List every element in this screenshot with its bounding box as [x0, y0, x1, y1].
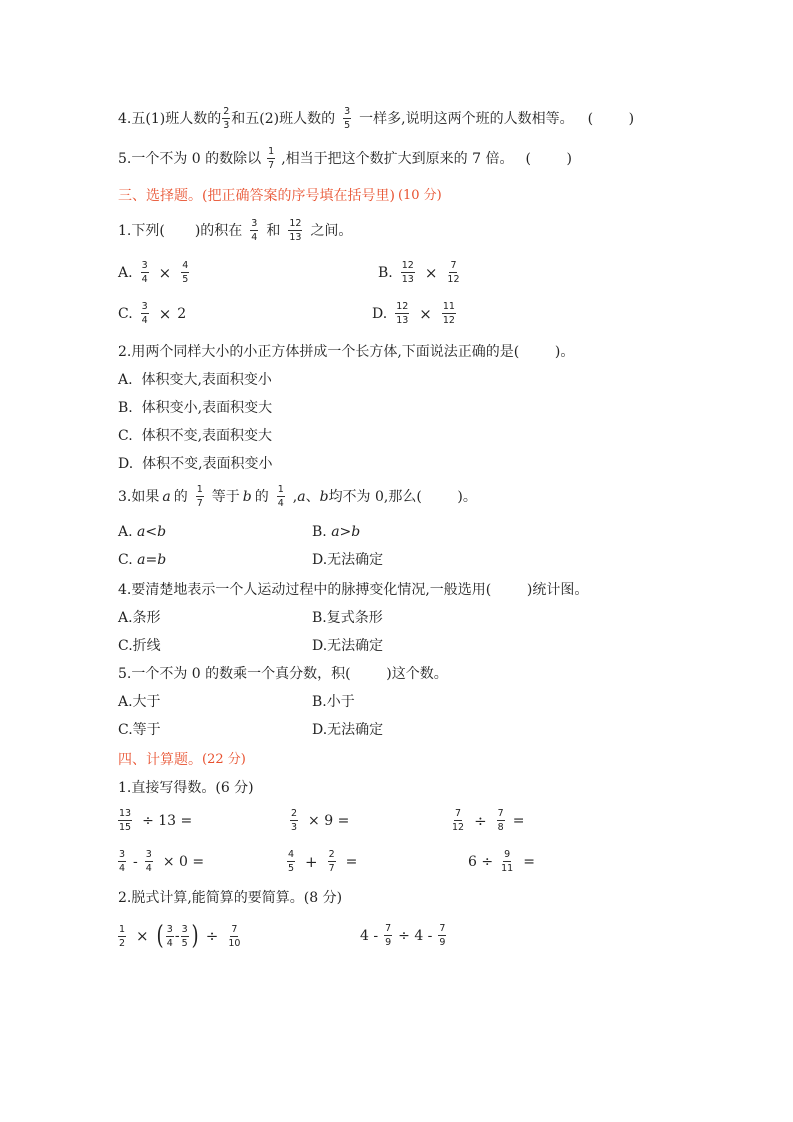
- fraction: $\frac{3}{5}$: [181, 923, 188, 949]
- judge-5-suffix: ,相当于把这个数扩大到原来的 7 倍。: [281, 150, 514, 167]
- fraction: $\frac{13}{15}$: [119, 808, 132, 833]
- judge-4-prefix: 4.五(1)班人数的: [118, 110, 222, 127]
- fraction: $\frac{3}{5}$: [344, 106, 351, 131]
- calc-expr: 4 -: [360, 927, 379, 944]
- fraction: $\frac{2}{3}$: [223, 106, 230, 131]
- divide-sign: ÷: [205, 927, 219, 945]
- answer-blank[interactable]: ( ): [587, 110, 635, 127]
- choice-question-1: [118, 218, 352, 243]
- equals-sign: =: [345, 853, 358, 870]
- fraction: $\frac{7}{9}$: [385, 923, 392, 948]
- minus-sign: -: [174, 928, 180, 944]
- option-label: B.: [378, 264, 393, 281]
- right-paren: ): [191, 921, 199, 951]
- judge-item-4: [118, 106, 634, 131]
- step-calc-expr-2: [360, 923, 452, 948]
- fraction: $\frac{1}{2}$: [119, 923, 126, 949]
- divide-sign: ÷: [474, 811, 487, 830]
- option-label: D.无法确定: [312, 552, 384, 568]
- section-3-score: (10 分): [397, 188, 442, 203]
- q3-text: 等于: [211, 488, 240, 505]
- calc-expr: × 0 =: [162, 853, 205, 870]
- multiply-sign: ×: [424, 263, 438, 282]
- q1-text: )的积在: [194, 222, 243, 239]
- fraction: $\frac{1}{4}$: [277, 484, 284, 509]
- option-label: A.: [118, 264, 133, 281]
- q3-option-b[interactable]: [312, 522, 360, 542]
- calc-item: [287, 849, 357, 874]
- q4-option-c[interactable]: C.折线: [118, 638, 161, 654]
- q3-option-c[interactable]: [118, 550, 166, 570]
- q4-option-d[interactable]: D.无法确定: [312, 638, 384, 654]
- choice-question-2: 2.用两个同样大小的小正方体拼成一个长方体,下面说法正确的是( )。: [118, 344, 575, 360]
- q1-suffix: 之间。: [310, 222, 353, 239]
- fraction: $\frac{7}{8}$: [497, 808, 504, 833]
- multiply-sign: ×: [158, 304, 172, 323]
- fraction: $\frac{11}{12}$: [442, 301, 455, 326]
- fraction: $\frac{12}{13}$: [289, 218, 302, 243]
- choice-question-5: 5.一个不为 0 的数乘一个真分数，积( )这个数。: [118, 666, 448, 682]
- q3-text: 的: [173, 488, 188, 505]
- variable-b: b: [319, 488, 329, 505]
- q1-and: 和: [266, 222, 281, 239]
- q1-option-b[interactable]: [378, 260, 464, 285]
- fraction: $\frac{12}{13}$: [401, 260, 414, 285]
- minus-sign: -: [133, 853, 138, 870]
- section-4-title: 四、计算题。: [118, 752, 202, 768]
- fraction: $\frac{2}{7}$: [328, 849, 335, 874]
- fraction: $\frac{2}{3}$: [291, 808, 298, 833]
- q5-option-a[interactable]: A.大于: [118, 694, 161, 710]
- calc-item: [452, 808, 524, 833]
- option-label: C.: [118, 552, 133, 568]
- fraction: $\frac{4}{5}$: [288, 849, 295, 874]
- left-paren: (: [156, 921, 164, 951]
- option-label: A.: [118, 524, 133, 540]
- q5-option-d[interactable]: D.无法确定: [312, 722, 384, 738]
- option-value: 2: [177, 305, 187, 322]
- section-4-heading: [118, 750, 246, 770]
- step-calc-expr-1: [118, 923, 244, 949]
- q1-option-a[interactable]: [118, 260, 193, 285]
- fraction: $\frac{9}{11}$: [501, 849, 514, 874]
- calc-expr: ÷ 13 =: [142, 812, 193, 829]
- variable-b: b: [242, 488, 252, 505]
- q4-option-a[interactable]: A.条形: [118, 610, 161, 626]
- variable-a: a: [297, 488, 306, 505]
- section-4-score: (22 分): [202, 752, 246, 767]
- fraction: $\frac{3}{4}$: [119, 849, 126, 874]
- q4-option-b[interactable]: B.复式条形: [312, 610, 383, 626]
- calc-item: [118, 808, 192, 833]
- q3-option-d[interactable]: [312, 550, 383, 570]
- equals-sign: =: [523, 853, 535, 870]
- multiply-sign: ×: [419, 304, 432, 323]
- q5-option-b[interactable]: B.小于: [312, 694, 355, 710]
- calc-expr: 6 ÷: [468, 853, 494, 870]
- q3-text: 、: [305, 488, 320, 505]
- fraction: $\frac{7}{9}$: [439, 923, 446, 948]
- equals-sign: =: [512, 812, 525, 829]
- calc-item: [118, 849, 204, 874]
- q5-option-c[interactable]: C.等于: [118, 722, 161, 738]
- fraction: $\frac{3}{4}$: [166, 923, 173, 949]
- fraction: $\frac{3}{4}$: [145, 849, 152, 874]
- calc-item: [290, 808, 349, 833]
- q2-option-a[interactable]: A. 体积变大,表面积变小: [118, 372, 272, 388]
- fraction: $\frac{3}{4}$: [251, 218, 258, 243]
- fraction: $\frac{7}{12}$: [447, 260, 460, 285]
- calc-sub-2-title: 2.脱式计算,能简算的要简算。(8 分): [118, 890, 343, 906]
- plus-sign: +: [305, 852, 318, 871]
- q2-option-b[interactable]: B. 体积变小,表面积变大: [118, 400, 273, 416]
- q2-option-c[interactable]: C. 体积不变,表面积变大: [118, 428, 273, 444]
- calc-item: [468, 849, 535, 874]
- option-label: D.: [372, 305, 388, 322]
- choice-question-4: 4.要清楚地表示一个人运动过程中的脉搏变化情况,一般选用( )统计图。: [118, 582, 589, 598]
- fraction: $\frac{1}{7}$: [268, 146, 275, 171]
- q3-text: ,: [292, 488, 298, 505]
- q1-option-c[interactable]: [118, 301, 186, 326]
- calc-expr: × 9 =: [308, 812, 350, 829]
- option-expr: a=b: [137, 552, 167, 568]
- q3-text: 3.如果: [118, 488, 160, 505]
- q3-text: 的: [254, 488, 269, 505]
- judge-item-5: [118, 146, 572, 171]
- q3-option-a[interactable]: [118, 522, 166, 542]
- option-expr: a<b: [137, 524, 167, 540]
- judge-5-prefix: 5.一个不为 0 的数除以: [118, 150, 262, 167]
- fraction: $\frac{7}{10}$: [228, 923, 241, 949]
- calc-expr: ÷ 4 -: [398, 927, 433, 944]
- multiply-sign: ×: [158, 263, 172, 282]
- fraction: $\frac{4}{5}$: [182, 260, 189, 285]
- option-expr: a>b: [331, 524, 361, 540]
- section-3-title: 三、选择题。(把正确答案的序号填在括号里): [118, 188, 395, 204]
- fraction: $\frac{1}{7}$: [196, 484, 203, 509]
- q2-option-d[interactable]: D. 体积不变,表面积变小: [118, 456, 273, 472]
- judge-4-suffix: 一样多,说明这两个班的人数相等。: [359, 110, 574, 127]
- q3-text: 均不为 0,那么( )。: [328, 488, 477, 505]
- variable-a: a: [162, 488, 171, 505]
- fraction: $\frac{7}{12}$: [452, 808, 465, 833]
- fraction: $\frac{3}{4}$: [141, 260, 148, 285]
- fraction: $\frac{3}{4}$: [141, 301, 148, 326]
- choice-question-3: [118, 484, 477, 509]
- calc-sub-1-title: 1.直接写得数。(6 分): [118, 780, 254, 796]
- fraction: $\frac{12}{13}$: [396, 301, 409, 326]
- answer-blank[interactable]: ( ): [525, 150, 573, 167]
- option-label: B.: [312, 524, 327, 540]
- option-label: C.: [118, 305, 133, 322]
- multiply-sign: ×: [136, 927, 149, 945]
- q1-prefix: 1.下列(: [118, 222, 165, 239]
- q1-option-d[interactable]: [372, 301, 460, 326]
- section-3-heading: [118, 186, 442, 206]
- judge-4-mid: 和五(2)班人数的: [231, 110, 336, 127]
